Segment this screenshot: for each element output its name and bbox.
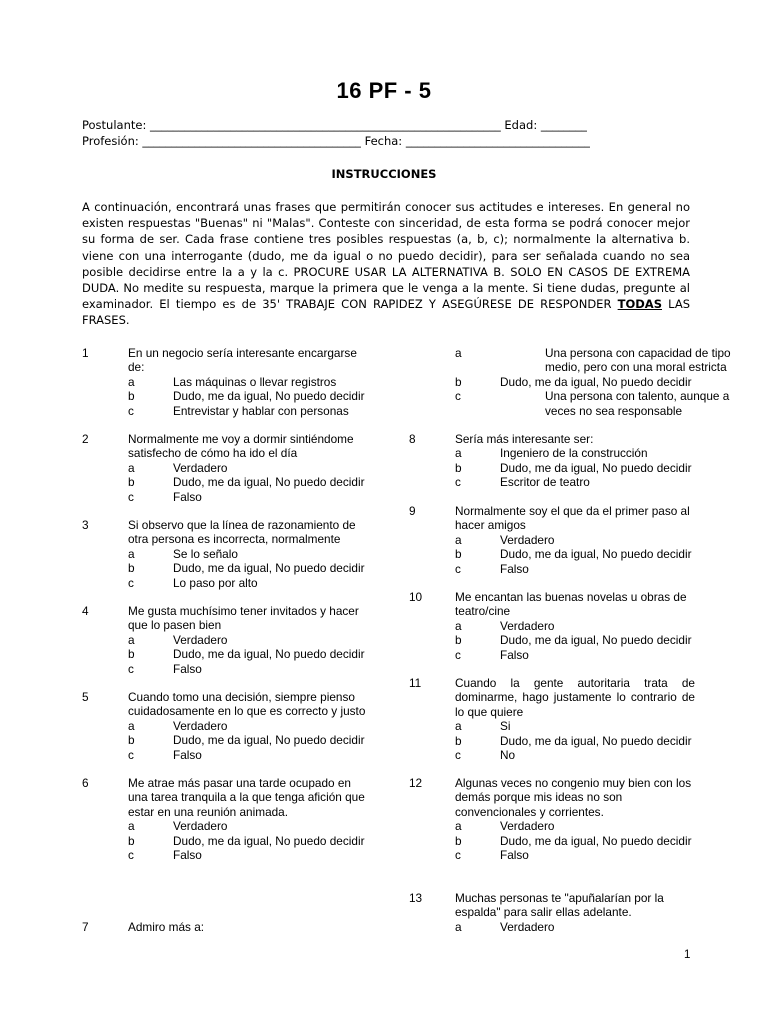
option-letter: b	[455, 374, 462, 389]
option-c[interactable]	[455, 748, 695, 762]
option-letter: a	[128, 632, 135, 647]
option-letter: b	[455, 733, 462, 748]
instructions-emphasis: TODAS	[617, 297, 662, 312]
option-letter: a	[128, 718, 135, 733]
option-text: Dudo, me da igual, No puedo decidir	[500, 733, 692, 748]
option-text: Entrevistar y hablar con personas	[173, 403, 349, 418]
option-text: Dudo, me da igual, No puedo decidir	[173, 733, 365, 748]
edad-field[interactable]: Edad: ________	[500, 118, 587, 132]
option-text: Dudo, me da igual, No puedo decidir	[500, 833, 692, 848]
question-text: Admiro más a:	[128, 920, 205, 934]
header-postulante-line	[82, 118, 587, 132]
question-number: 5	[82, 690, 89, 704]
instructions-text: A continuación, encontrará unas frases que permitirán conocer sus actitudes e intereses. En general no existen respuestas "Buenas" ni "Malas". Conteste con sinceridad, de esta forma se podrá conocer mejor su forma de ser. Cada frase contiene tres posibles respuestas (a, b, c); normalmente la alternativa b. viene con una interrogante (dudo, me da igual o no puedo decidir), para ser señalada cuando no sea posible decidirse entre la a y la c. PROCURE USAR LA ALTERNATIVA B. SOLO EN CASOS DE EXTREMA DUDA. No medite su respuesta, marque la primera que le venga a la mente. Si tiene dudas, pregunte al examinador. El tiempo es de 35' TRABAJE CON RAPIDEZ Y ASEGÚRESE DE RESPONDER	[82, 200, 690, 312]
profesion-field[interactable]: ______________________________________	[142, 134, 361, 148]
option-letter: c	[128, 848, 134, 862]
option-letter: b	[455, 547, 462, 562]
question-number: 12	[409, 776, 423, 790]
option-text: Verdadero	[500, 919, 555, 934]
option-c[interactable]	[128, 748, 368, 762]
option-text: Dudo, me da igual, No puedo decidir	[173, 389, 365, 404]
option-c[interactable]	[455, 389, 730, 418]
option-b[interactable]	[128, 561, 368, 575]
option-text: Verdadero	[173, 460, 228, 475]
option-text: Verdadero	[500, 618, 555, 633]
option-text: Se lo señalo	[173, 546, 238, 561]
option-c[interactable]	[128, 848, 368, 862]
option-letter: c	[455, 748, 461, 762]
question-text: Cuando la gente autoritaria trata de dominarme, hago justamente lo contrario de lo que quiere	[455, 676, 695, 719]
option-text: Verdadero	[500, 532, 555, 547]
option-b[interactable]	[128, 834, 368, 848]
option-text: Dudo, me da igual, No puedo decidir	[500, 633, 692, 648]
option-text: Dudo, me da igual, No puedo decidir	[500, 460, 692, 475]
option-text: Escritor de teatro	[500, 475, 590, 490]
option-letter: c	[455, 475, 461, 490]
option-letter: b	[455, 833, 462, 848]
option-text: Falso	[500, 848, 529, 862]
header-profesion-line	[82, 134, 590, 148]
option-letter: a	[455, 819, 462, 834]
option-text: Verdadero	[500, 819, 555, 834]
option-text: Lo paso por alto	[173, 575, 258, 590]
option-text: Una persona con capacidad de tipo medio, pero con una moral estricta	[545, 346, 731, 375]
option-text: Ingeniero de la construcción	[500, 446, 648, 461]
question-text: Sería más interesante ser:	[455, 432, 594, 446]
option-letter: c	[455, 389, 461, 404]
option-a[interactable]	[455, 920, 695, 934]
question-text: Me gusta muchísimo tener invitados y hacer que lo pasen bien	[128, 604, 359, 633]
option-a[interactable]	[128, 633, 368, 647]
instructions-heading: INSTRUCCIONES	[331, 167, 437, 181]
option-letter: a	[128, 460, 135, 475]
question-number: 2	[82, 432, 89, 446]
option-letter: a	[455, 719, 462, 734]
option-c[interactable]	[128, 404, 368, 418]
option-b[interactable]	[455, 633, 695, 647]
option-letter: c	[128, 575, 134, 590]
option-letter: b	[128, 733, 135, 748]
option-a[interactable]	[128, 461, 368, 475]
question-text: Algunas veces no congenio muy bien con los demás porque mis ideas no son convencionales y corrientes.	[455, 776, 692, 819]
option-letter: a	[455, 446, 462, 461]
option-text: Dudo, me da igual, No puedo decidir	[500, 547, 692, 562]
option-text: Verdadero	[173, 819, 228, 834]
option-text: No	[500, 748, 516, 762]
option-c[interactable]	[128, 662, 368, 676]
option-a[interactable]	[455, 533, 695, 547]
option-a[interactable]	[455, 819, 695, 833]
option-text: Falso	[173, 661, 202, 676]
option-letter: a	[128, 819, 135, 834]
question-number: 7	[82, 920, 89, 934]
question-text: Normalmente soy el que da el primer paso al hacer amigos	[455, 504, 690, 533]
option-text: Dudo, me da igual, No puedo decidir	[173, 647, 365, 662]
option-a[interactable]	[455, 446, 695, 460]
fecha-field[interactable]: ________________________________	[405, 134, 590, 148]
question-number: 3	[82, 518, 89, 532]
fecha-label: Fecha:	[360, 134, 406, 148]
option-b[interactable]	[455, 375, 705, 389]
option-letter: b	[128, 833, 135, 848]
option-a[interactable]	[128, 819, 368, 833]
option-c[interactable]	[128, 490, 368, 504]
option-c[interactable]	[455, 562, 695, 576]
option-b[interactable]	[455, 461, 695, 475]
option-letter: b	[128, 389, 135, 404]
question-number: 11	[409, 676, 422, 690]
option-text: Dudo, me da igual, No puedo decidir	[173, 561, 365, 576]
question-text: Me atrae más pasar una tarde ocupado en una tarea tranquila a la que tenga afición que estar en una reunión animada.	[128, 776, 365, 819]
option-text: Si	[500, 719, 511, 734]
option-text: Falso	[500, 561, 529, 576]
question-number: 9	[409, 504, 416, 518]
question-number: 1	[82, 346, 89, 360]
option-b[interactable]	[128, 647, 368, 661]
question-number: 13	[409, 891, 423, 905]
option-text: Verdadero	[173, 718, 228, 733]
option-c[interactable]	[455, 848, 695, 862]
option-letter: a	[128, 374, 135, 389]
option-letter: b	[128, 561, 135, 576]
instructions-paragraph	[82, 199, 690, 329]
option-letter: c	[455, 647, 461, 662]
option-letter: a	[455, 532, 462, 547]
question-text: En un negocio sería interesante encargarse de:	[128, 346, 357, 375]
option-letter: b	[128, 647, 135, 662]
option-letter: b	[455, 460, 462, 475]
profesion-label: Profesión:	[82, 134, 143, 148]
option-text: Verdadero	[173, 632, 228, 647]
option-text: Falso	[173, 489, 202, 504]
option-text: Falso	[173, 747, 202, 762]
option-text: Dudo, me da igual, No puedo decidir	[173, 475, 365, 490]
question-7-options[interactable]	[455, 346, 731, 418]
question-number: 6	[82, 776, 89, 790]
page-title: 16 PF - 5	[336, 78, 432, 103]
option-letter: b	[128, 475, 135, 490]
question-number: 8	[409, 432, 416, 446]
option-b[interactable]	[128, 389, 368, 403]
option-b[interactable]	[128, 475, 368, 489]
option-a[interactable]	[455, 719, 695, 733]
option-a[interactable]	[455, 346, 731, 375]
question-text: Me encantan las buenas novelas u obras de teatro/cine	[455, 590, 687, 619]
option-c[interactable]	[455, 648, 695, 662]
option-a[interactable]	[128, 547, 368, 561]
option-c[interactable]	[455, 475, 695, 489]
option-letter: a	[455, 618, 462, 633]
option-text: Falso	[500, 647, 529, 662]
option-letter: c	[128, 747, 134, 762]
option-a[interactable]	[128, 719, 368, 733]
option-letter: a	[455, 919, 462, 934]
option-letter: a	[455, 346, 462, 360]
option-b[interactable]	[455, 734, 695, 748]
option-letter: b	[455, 633, 462, 648]
option-letter: c	[128, 489, 134, 504]
instructions-text-end: LAS FRASES.	[82, 297, 690, 328]
option-b[interactable]	[455, 547, 695, 561]
page-number: 1	[684, 949, 691, 961]
option-text: Una persona con talento, aunque a veces no sea responsable	[545, 389, 730, 418]
option-text: Las máquinas o llevar registros	[173, 374, 337, 389]
question-number: 10	[409, 590, 423, 604]
option-letter: c	[128, 403, 134, 418]
question-text: Normalmente me voy a dormir sintiéndome satisfecho de cómo ha ido el día	[128, 432, 354, 461]
option-a[interactable]	[455, 619, 695, 633]
question-text: Cuando tomo una decisión, siempre pienso cuidadosamente en lo que es correcto y justo	[128, 690, 366, 719]
question-text: Muchas personas te "apuñalarían por la espalda" para salir ellas adelante.	[455, 891, 664, 920]
option-b[interactable]	[128, 733, 368, 747]
option-text: Falso	[173, 848, 202, 862]
option-letter: a	[128, 546, 135, 561]
postulante-label: Postulante:	[82, 118, 150, 132]
option-letter: c	[455, 561, 461, 576]
question-number: 4	[82, 604, 89, 618]
option-a[interactable]	[128, 375, 368, 389]
option-letter: c	[455, 848, 461, 862]
option-letter: c	[128, 661, 134, 676]
postulante-field[interactable]: _____________________________________________________________	[150, 118, 501, 132]
option-b[interactable]	[455, 834, 695, 848]
option-c[interactable]	[128, 576, 368, 590]
option-text: Dudo, me da igual, No puedo decidir	[173, 833, 365, 848]
question-text: Si observo que la línea de razonamiento de otra persona es incorrecta, normalmente	[128, 518, 356, 547]
option-text: Dudo, me da igual, No puedo decidir	[500, 374, 692, 389]
